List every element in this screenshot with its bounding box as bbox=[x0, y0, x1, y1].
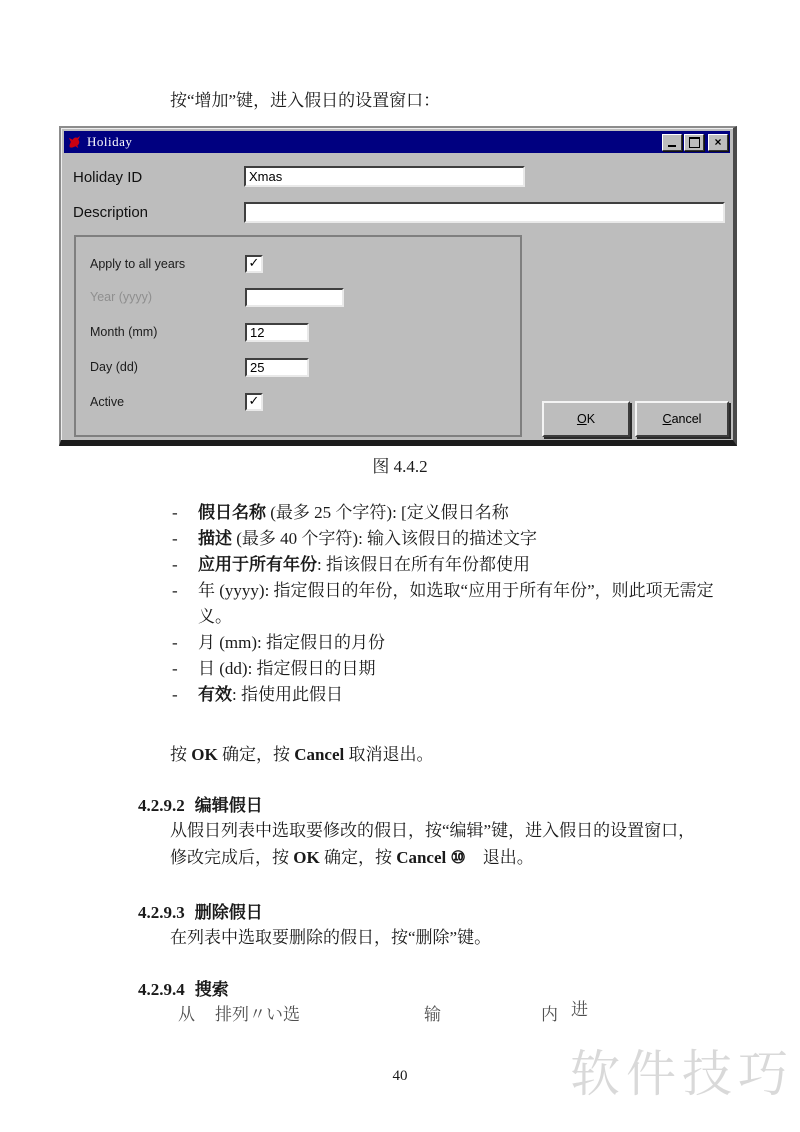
list-item: - 年 (yyyy): 指定假日的年份，如选取“应用于所有年份”，则此项无需定义。 bbox=[172, 578, 717, 630]
faded-text-line: 从 排列〃い选 输 内 进 bbox=[178, 1000, 588, 1024]
holiday-id-label: Holiday ID bbox=[73, 169, 143, 186]
check-icon: ✓ bbox=[248, 393, 260, 409]
dash-bullet: - bbox=[172, 581, 178, 600]
apply-all-years-checkbox[interactable] bbox=[245, 255, 263, 273]
dialog-titlebar[interactable] bbox=[64, 131, 730, 153]
close-button[interactable] bbox=[708, 134, 728, 151]
figure-caption: 图 4.4.2 bbox=[372, 457, 428, 476]
check-icon: ✓ bbox=[248, 255, 260, 271]
maximize-button[interactable] bbox=[684, 134, 704, 151]
field-description-list bbox=[172, 500, 717, 708]
page-number: 40 bbox=[392, 1068, 408, 1084]
list-item: - 日 (dd): 指定假日的日期 bbox=[172, 656, 717, 682]
year-label: Year (yyyy) bbox=[90, 290, 153, 304]
intro-paragraph: 按“增加”键，进入假日的设置窗口： bbox=[170, 91, 441, 110]
section-body-delete-holiday: 在列表中选取要删除的假日，按“删除”键。 bbox=[170, 928, 492, 947]
active-checkbox[interactable] bbox=[245, 393, 263, 411]
minimize-button[interactable] bbox=[662, 134, 682, 151]
section-heading-edit-holiday: 4.2.9.2 编辑假日 bbox=[138, 796, 263, 815]
list-item: - 描述 (最多 40 个字符): 输入该假日的描述文字 bbox=[172, 526, 717, 552]
dash-bullet: - bbox=[172, 633, 178, 652]
day-label: Day (dd) bbox=[90, 360, 138, 374]
section-heading-search: 4.2.9.4 搜索 bbox=[138, 980, 229, 999]
dash-bullet: - bbox=[172, 529, 178, 548]
list-item: - 假日名称 (最多 25 个字符): [定义假日名称 bbox=[172, 500, 717, 526]
active-label: Active bbox=[90, 395, 125, 409]
list-item: - 应用于所有年份: 指该假日在所有年份都使用 bbox=[172, 552, 717, 578]
close-icon: × bbox=[714, 135, 722, 149]
dash-bullet: - bbox=[172, 685, 178, 704]
description-label: Description bbox=[73, 204, 149, 221]
list-item: - 月 (mm): 指定假日的月份 bbox=[172, 630, 717, 656]
month-label: Month (mm) bbox=[90, 325, 158, 339]
description-input[interactable] bbox=[244, 202, 725, 223]
ok-button[interactable]: OK bbox=[542, 401, 630, 437]
dash-bullet: - bbox=[172, 659, 178, 678]
month-input[interactable] bbox=[245, 323, 309, 342]
holiday-dialog bbox=[59, 126, 737, 446]
list-item: - 有效: 指使用此假日 bbox=[172, 682, 717, 708]
maximize-icon bbox=[689, 137, 700, 148]
minimize-icon bbox=[668, 145, 676, 147]
dash-bullet: - bbox=[172, 503, 178, 522]
watermark: 软件技巧 bbox=[570, 1046, 794, 1102]
dash-bullet: - bbox=[172, 555, 178, 574]
section-body-edit-holiday: 从假日列表中选取要修改的假日，按“编辑”键，进入假日的设置窗口， 修改完成后，按 OK 确定，按 Cancel ⑩ 退出。 bbox=[170, 821, 696, 867]
apply-all-years-label: Apply to all years bbox=[90, 257, 186, 271]
section-heading-delete-holiday: 4.2.9.3 删除假日 bbox=[138, 903, 263, 922]
holiday-id-input[interactable] bbox=[244, 166, 525, 187]
day-input[interactable] bbox=[245, 358, 309, 377]
holiday-app-icon bbox=[67, 135, 82, 150]
year-input[interactable] bbox=[245, 288, 344, 307]
cancel-button[interactable]: Cancel bbox=[635, 401, 729, 437]
ok-cancel-paragraph: 按 OK 确定，按 Cancel 取消退出。 bbox=[170, 745, 434, 764]
window-controls bbox=[660, 134, 728, 151]
dialog-title: Holiday bbox=[87, 134, 133, 149]
